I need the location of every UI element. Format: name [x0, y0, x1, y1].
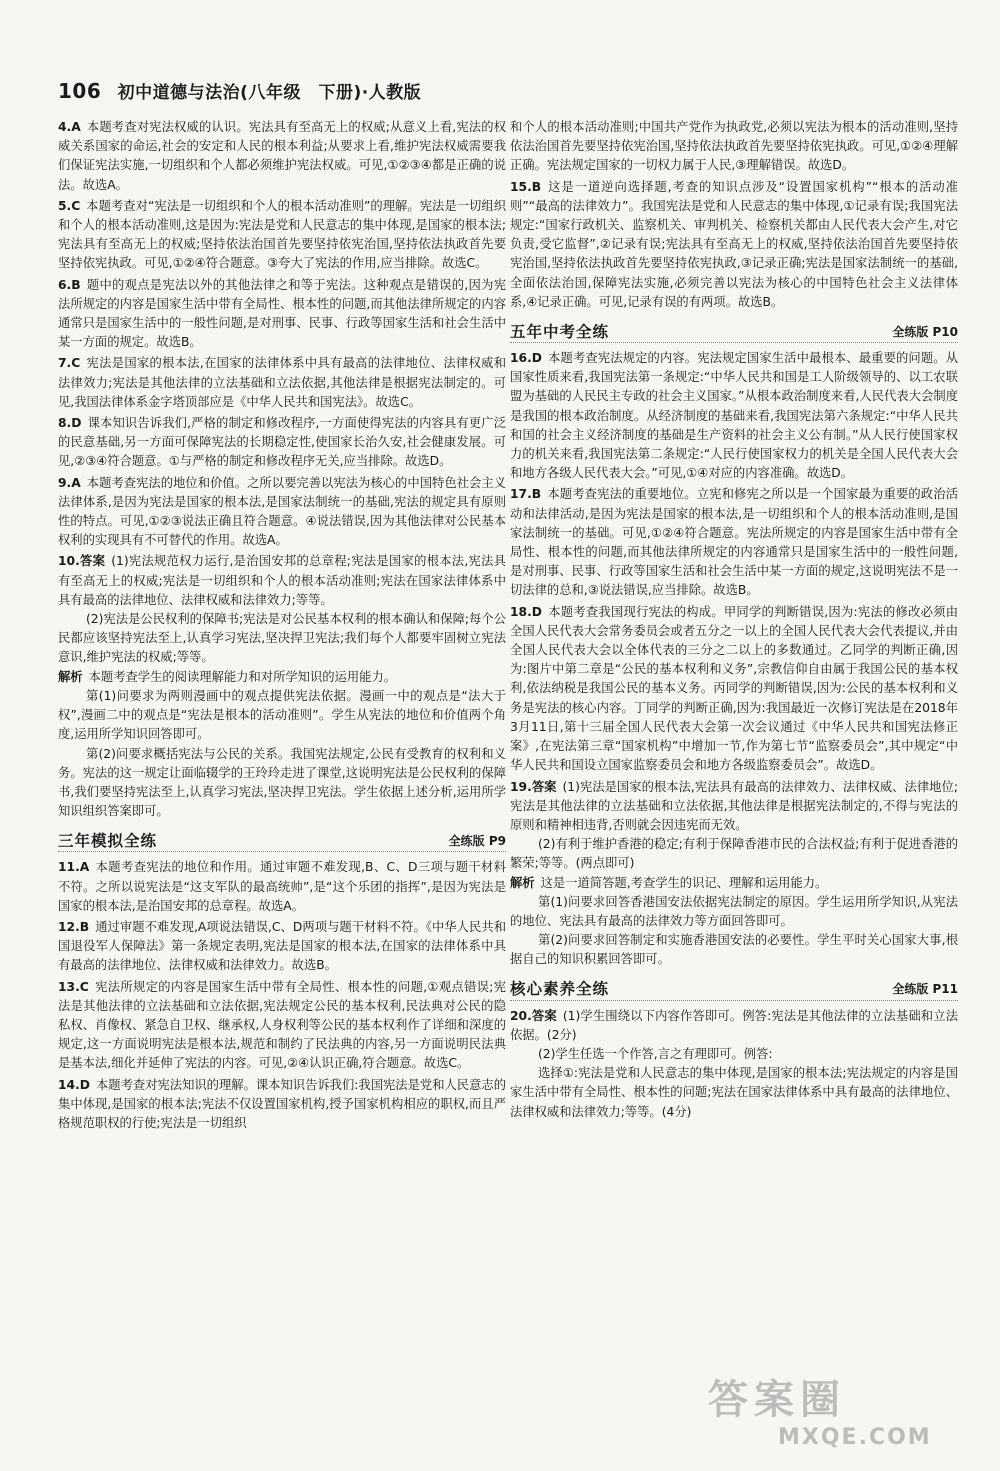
watermark-logo — [708, 1368, 948, 1456]
analysis-paragraph: 第(1)问要求回答香港国安法依据宪法制定的原因。学生运用所学知识,从宪法的地位、宪法具有最高的法律效力等方面回答即可。 — [510, 894, 958, 928]
answer-item — [58, 1076, 506, 1134]
answer-item — [58, 354, 506, 412]
answer-text: 通过审题不难发现,A项说法错误,C、D两项与题干材料不符。《中华人民共和国退役军人保障法》第一条规定表明,宪法是国家的根本法,在国家的法律体系中具有最高的法律地位、法律权威和法律效力。故选B。 — [58, 919, 506, 973]
answer-item — [58, 414, 506, 472]
answer-item — [58, 978, 506, 1074]
section-hexin — [510, 978, 958, 1001]
answer-item — [58, 197, 506, 274]
answer-paragraph: (1)宪法是国家的根本法,宪法具有最高的法律效力、法律权威、法律地位;宪法是其他法律的立法基础和立法依据,其他法律是根据宪法制定的,不得与宪法的原则和精神相违背,否则就会因违宪而无效。 — [510, 779, 958, 832]
answer-text: 本题考查对宪法知识的理解。课本知识告诉我们:我国宪法是党和人民意志的集中体现,是国家的根本法;宪法不仅设置国家机构,授予国家机构相应的职权,而且严格规范职权的行使;宪法是一切组织 — [58, 1077, 506, 1130]
answer-label: 16.D — [510, 351, 542, 366]
section-ref: 全练版 P9 — [448, 834, 506, 849]
answer-label: 14.D — [58, 1077, 90, 1092]
answer-paragraph: (1)学生围绕以下内容作答即可。例答:宪法是其他法律的立法基础和立法依据。(2分) — [510, 1008, 958, 1042]
analysis-row — [510, 874, 958, 893]
answer-label: 15.B — [510, 179, 542, 194]
answer-paragraph: (2)宪法是公民权利的保障书;宪法是对公民基本权利的根本确认和保障;每个公民都应该坚持宪法至上,认真学习宪法,坚决捍卫宪法;我们每个人都要牢固树立宪法意识,维护宪法的权威;等等。 — [58, 612, 506, 665]
answer-item — [510, 485, 958, 600]
answer-label: 4.A — [58, 120, 81, 134]
answer-text: 本题考查我国现行宪法的构成。甲同学的判断错误,因为:宪法的修改必须由全国人民代表大会常务委员会或者五分之一以上的全国人民代表大会代表提议,并由全国人民代表大会以全体代表的三分之二以上的多数通过。乙同学的判断正确,因为:图片中第二章是“公民的基本权利和义务”,宗教信仰自由属于我国公民的基本权利,依法纳税是我国公民的基本义务。丙同学的判断错误,因为:公民的基本权利和义务是宪法的核心内容。丁同学的判断正确,因为:我国最近一次修订宪法是在2018年3月11日,第十三届全国人民代表大会第一次会议通过《中华人民共和国宪法修正案》,在宪法第三章“国家机构”中增加一节,作为第七节“监察委员会”,其中规定“中华人民共和国设立国家监察委员会和地方各级监察委员会”。故选D。 — [510, 604, 958, 773]
answer-paragraph: 选择①:宪法是党和人民意志的集中体现,是国家的根本法;宪法规定的内容是国家生活中带有全局性、根本性的问题;宪法在国家法律体系中具有最高的法律地位、法律权威和法律效力;等等。(4分) — [510, 1066, 958, 1119]
section-sannian — [58, 829, 506, 852]
answer-label: 11.A — [58, 860, 90, 875]
answer-item — [510, 778, 958, 970]
answer-text: 本题考查宪法的地位和价值。之所以要完善以宪法为核心的中国特色社会主义法律体系,是因为宪法是国家的根本法,是国家法制统一的基础,宪法的规定具有原则性的特点。可见,①②③说法正确且符合题意。④说法错误,因为其他法律对公民基本权利的实现具有不可替代的作用。故选A。 — [58, 475, 506, 548]
answer-item-continued — [510, 118, 958, 176]
answer-item — [58, 118, 506, 195]
analysis-paragraph: 第(1)问要求为两则漫画中的观点提供宪法依据。漫画一中的观点是“法大于权”,漫画二中的观点是“宪法是根本的活动准则”。学生从宪法的地位和价值两个角度,运用所学知识回答即可。 — [58, 688, 506, 742]
answer-text: 这是一道逆向选择题,考查的知识点涉及“设置国家机构”“根本的活动准则”“最高的法律效力”。我国宪法是党和人民意志的集中体现,①记录有误;我国宪法规定:“国家行政机关、监察机关、审判机关、检察机关都由人民代表大会产生,对它负责,受它监督”,②记录有误;宪法具有至高无上的权威,坚持依法治国首先要坚持依宪治国,坚持依法执政首先要坚持依宪执政,③记录正确;宪法是国家法制统一的基础,全面依法治国,保障宪法实施,必须完善以宪法为核心的中国特色社会主义法律体系,④记录正确。可见,记录有误的有两项。故选B。 — [510, 179, 958, 309]
answer-text: 宪法是国家的根本法,在国家的法律体系中具有最高的法律地位、法律权威和法律效力;宪法是其他法律的立法基础和立法依据,其他法律是根据宪法制定的。可见,我国法律体系金字塔顶部应是《中华人民共和国宪法》。故选C。 — [58, 356, 506, 409]
analysis-paragraph: 第(2)问要求回答制定和实施香港国安法的必要性。学生平时关心国家大事,根据自己的知识积累回答即可。 — [510, 933, 958, 967]
answer-text: 和个人的根本活动准则;中国共产党作为执政党,必须以宪法为根本的活动准则,坚持依法治国首先要坚持依宪治国,坚持依法执政首先要坚持依宪执政。可见,①②④理解正确。宪法规定国家的一切权力属于人民,③理解错误。故选D。 — [510, 120, 958, 173]
watermark-text: 答案圈 — [708, 1377, 846, 1423]
section-title: 核心素养全练 — [510, 980, 610, 999]
answer-label: 13.C — [58, 979, 89, 994]
answer-item — [58, 276, 506, 353]
answer-item — [510, 178, 958, 312]
answer-text: 本题考查宪法的地位和作用。通过审题不难发现,B、C、D三项与题干材料不符。之所以说宪法是“这支军队的最高统帅”,是“这个乐团的指挥”,是因为宪法是国家的根本法,是治国安邦的总章程。故选A。 — [58, 860, 506, 913]
answer-label: 6.B — [58, 277, 81, 292]
book-title: 初中道德与法治(八年级 下册)·人教版 — [117, 83, 422, 103]
answer-text: 本题考查对宪法权威的认识。宪法具有至高无上的权威;从意义上看,宪法的权威关系国家的命运,社会的安定和人民的根本利益;从要求上看,维护宪法权威需要我们保证宪法实施,一切组织和个人都必须维护宪法权威。可见,①②③④都是正确的说法。故选A。 — [58, 120, 506, 192]
answer-item — [510, 349, 958, 483]
answer-label: 10.答案 — [58, 554, 106, 569]
answer-paragraph: (1)宪法规范权力运行,是治国安邦的总章程;宪法是国家的根本法,宪法具有至高无上的权威;宪法是一切组织和个人的根本活动准则;宪法在国家法律体系中具有最高的法律地位、法律权威和法律效力;等等。 — [58, 554, 506, 607]
answer-item — [510, 1007, 958, 1122]
answer-item — [510, 603, 958, 776]
answer-text: 课本知识告诉我们,严格的制定和修改程序,一方面使得宪法的内容具有更广泛的民意基础,另一方面可保障宪法的长期稳定性,使国家长治久安,社会健康发展。可见,②③④符合题意。①与严格的制定和修改程序无关,应当排除。故选D。 — [58, 416, 506, 469]
answer-text: 本题考查宪法规定的内容。宪法规定国家生活中最根本、最重要的问题。从国家性质来看,我国宪法第一条规定:“中华人民共和国是工人阶级领导的、以工农联盟为基础的人民民主专政的社会主义国家。”从根本政治制度来看,人民代表大会制度是我国的根本政治制度。从经济制度的基础来看,我国宪法第六条规定:“中华人民共和国的社会主义经济制度的基础是生产资料的社会主义公有制。”从人民行使国家权力的机关来看,我国宪法第二条规定:“人民行使国家权力的机关是全国人民代表大会和地方各级人民代表大会。”可见,①④对应的内容准确。故选D。 — [510, 351, 958, 481]
answer-label: 9.A — [58, 475, 81, 490]
analysis-text: 这是一道简答题,考查学生的识记、理解和运用能力。 — [540, 875, 828, 890]
analysis-label: 解析 — [510, 875, 535, 890]
section-ref: 全练版 P10 — [892, 324, 958, 339]
watermark-url: MXQE.COM — [778, 1425, 932, 1450]
page-header — [58, 78, 958, 114]
analysis-paragraph: 第(2)问要求概括宪法与公民的关系。我国宪法规定,公民有受教育的权利和义务。宪法的这一规定让面临辍学的王玲玲走进了课堂,这说明宪法是公民权利的保障书,我们要坚持宪法至上,认真学习宪法,坚决捍卫宪法。学生依据上述分析,运用所学知识组织答案即可。 — [58, 746, 506, 819]
answer-label: 19.答案 — [510, 779, 557, 794]
answer-label: 17.B — [510, 487, 542, 502]
answer-label: 7.C — [58, 356, 81, 371]
answer-label: 12.B — [58, 919, 90, 934]
answer-text: 本题考查对“宪法是一切组织和个人的根本活动准则”的理解。宪法是一切组织和个人的根本活动准则,这是因为:宪法是党和人民意志的集中体现,是国家的根本法;宪法具有至高无上的权威;坚持依法治国首先要坚持依宪治国,坚持依法执政首先要坚持依宪执政。可见,①②④符合题意。③夸大了宪法的作用,应当排除。故选C。 — [58, 198, 506, 271]
answer-paragraph: (2)学生任选一个作答,言之有理即可。例答: — [538, 1046, 773, 1061]
left-column — [58, 118, 506, 1135]
answer-label: 5.C — [58, 198, 81, 213]
answer-label: 20.答案 — [510, 1008, 557, 1023]
analysis-text: 本题考查学生的阅读理解能力和对所学知识的运用能力。 — [88, 669, 397, 684]
answer-item — [58, 474, 506, 551]
answer-item — [58, 552, 506, 821]
answer-text: 宪法所规定的内容是国家生活中带有全局性、根本性的问题,①观点错误;宪法是其他法律的立法基础和立法依据,宪法规定公民的基本权利,民法典对公民的隐私权、肖像权、紧急自卫权、继承权,人身权利等公民的基本权利作了详细和深度的规定,这一方面说明宪法是根本法,规范和制约了民法典的内容,另一方面说明民法典是基本法,细化并延伸了宪法的内容。可见,②④认识正确,符合题意。故选C。 — [58, 979, 506, 1071]
answer-paragraph: (2)有利于维护香港的稳定;有利于保障香港市民的合法权益;有利于促进香港的繁荣;等等。(两点即可) — [510, 837, 958, 871]
answer-label: 18.D — [510, 604, 542, 619]
answer-text: 题中的观点是宪法以外的其他法律之和等于宪法。这种观点是错误的,因为宪法所规定的内容是国家生活中带有全局性、根本性的问题,而其他法律所规定的内容通常只是国家生活中的一般性问题,是对刑事、民事、行政等国家生活和社会生活中某一方面的规定。故选B。 — [58, 277, 506, 350]
section-wunian — [510, 320, 958, 343]
answer-item — [58, 918, 506, 976]
analysis-row — [58, 668, 506, 687]
analysis-label: 解析 — [58, 669, 83, 684]
section-ref: 全练版 P11 — [892, 982, 958, 997]
section-title: 三年模拟全练 — [58, 832, 158, 851]
page-number: 106 — [58, 79, 102, 103]
right-column — [510, 118, 958, 1124]
section-title: 五年中考全练 — [510, 322, 610, 341]
answer-text: 本题考查宪法的重要地位。立宪和修宪之所以是一个国家最为重要的政治活动和法律活动,是因为宪法是国家的根本法,是一切组织和个人的根本活动准则,是国家法制统一的基础。可见,①②④符合题意。宪法所规定的内容是国家生活中带有全局性、根本性的问题,而其他法律所规定的内容通常只是国家生活中的一般性问题,是对刑事、民事、行政等国家生活和社会生活中某一方面的规定,这说明宪法不是一切法律的总和,③说法错误,应当排除。故选B。 — [510, 487, 958, 598]
answer-label: 8.D — [58, 416, 82, 431]
answer-item — [58, 858, 506, 916]
